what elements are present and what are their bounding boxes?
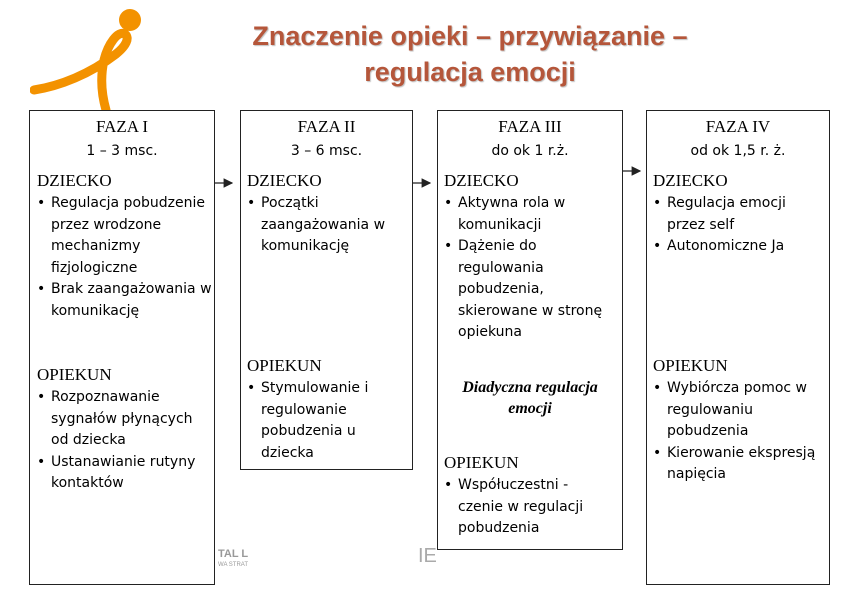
phase-3-child-title: DZIECKO	[444, 171, 519, 190]
phase-1-child-list	[37, 193, 212, 322]
title-line-1: Znaczenie opieki – przywiązanie –	[252, 21, 688, 51]
phase-1-child-item: • Brak zaangażowania w komunikację	[37, 279, 212, 322]
phase-1-name: FAZA I	[95, 117, 149, 136]
phase-3-carer-item: • Współuczestni - czenie w regulacji pobudzenia	[444, 475, 594, 540]
phase-2-carer-item: • Stymulowanie i regulowanie pobudzenia u dziecka	[247, 378, 397, 464]
phase-1-child-title: DZIECKO	[37, 171, 112, 190]
phase-4-carer-item: • Kierowanie ekspresją napięcia	[653, 443, 825, 486]
background-fragment-right: IE	[418, 545, 437, 567]
phase-1-child-item: • Regulacja pobudzenie przez wrodzone mechanizmy fizjologiczne	[37, 193, 212, 279]
phase-2-child-title: DZIECKO	[247, 171, 322, 190]
phase-1-age: 1 – 3 msc.	[86, 143, 158, 159]
phase-1-carer-title: OPIEKUN	[37, 365, 112, 384]
person-ribbon-logo	[30, 4, 150, 119]
phase-3-box	[437, 110, 623, 550]
phase-3-name: FAZA III	[498, 117, 562, 136]
phase-3-carer-title: OPIEKUN	[444, 453, 519, 472]
phase-2-name: FAZA II	[297, 117, 356, 136]
phase-1-carer-item: • Rozpoznawanie sygnałów płynących od dziecka	[37, 387, 202, 452]
phase-4-carer-item: • Wybiórcza pomoc w regulowaniu pobudzenia	[653, 378, 825, 443]
slide-title	[150, 18, 790, 90]
phase-1-carer-item: • Ustanawianie rutyny kontaktów	[37, 452, 202, 495]
phase-2-carer-list	[247, 378, 397, 464]
phase-3-child-item: • Aktywna rola w komunikacji	[444, 193, 616, 236]
phase-4-child-item: • Regulacja emocji przez self	[653, 193, 823, 236]
person-ribbon-logo-icon	[30, 4, 150, 114]
phase-3-dyadic-regulation: Diadyczna regulacja emocji	[462, 379, 598, 417]
phase-1-box	[29, 110, 215, 585]
background-fragment-left: TAL L	[218, 548, 249, 560]
phase-4-child-list	[653, 193, 823, 258]
phase-3-carer-list	[444, 475, 594, 540]
phase-2-child-item: • Początki zaangażowania w komunikację	[247, 193, 407, 258]
phase-4-child-title: DZIECKO	[653, 171, 728, 190]
phase-4-name: FAZA IV	[705, 117, 771, 136]
phase-4-box	[646, 110, 830, 585]
phase-2-carer-title: OPIEKUN	[247, 356, 322, 375]
background-fragment-left-small: WA STRAT	[218, 562, 248, 568]
phase-4-child-item: • Autonomiczne Ja	[653, 236, 823, 258]
phase-4-carer-title: OPIEKUN	[653, 356, 728, 375]
phase-3-age: do ok 1 r.ż.	[491, 143, 569, 159]
phase-2-age: 3 – 6 msc.	[290, 143, 363, 159]
phase-3-child-item: • Dążenie do regulowania pobudzenia, skierowane w stronę opiekuna	[444, 236, 616, 344]
phase-1-carer-list	[37, 387, 202, 495]
phase-3-child-list	[444, 193, 616, 344]
title-line-2: regulacja emocji	[364, 57, 576, 87]
phase-2-box	[240, 110, 413, 470]
phase-4-age: od ok 1,5 r. ż.	[690, 143, 786, 159]
phase-4-carer-list	[653, 378, 825, 486]
phase-2-child-list	[247, 193, 407, 258]
